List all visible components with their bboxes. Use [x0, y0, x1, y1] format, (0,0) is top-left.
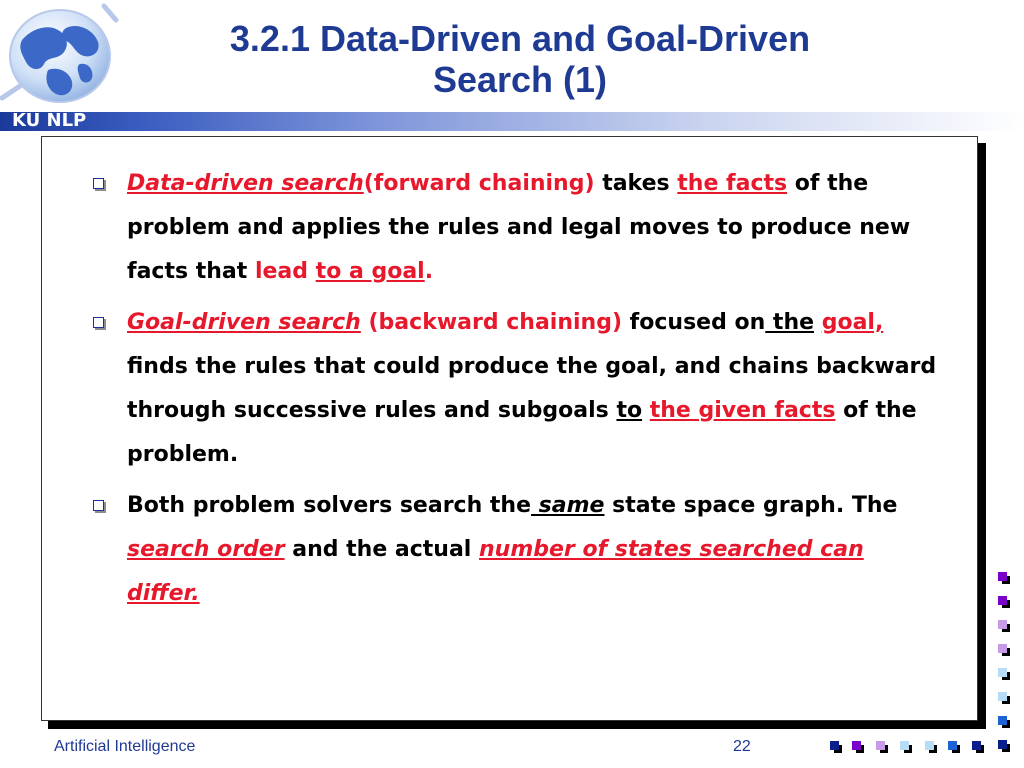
text-segment: takes: [594, 171, 678, 196]
slide-title-line-2: Search (1): [432, 59, 608, 100]
square-bullet-icon: [93, 500, 104, 511]
text-segment: lead: [254, 259, 308, 284]
decorative-square-icon: [998, 740, 1010, 752]
text-segment: of the problem and applies the rules and legal moves to produce new facts that: [127, 171, 911, 284]
footer-course-title: Artificial Intelligence: [54, 738, 196, 755]
decorative-square-icon: [852, 741, 864, 753]
text-segment: .: [424, 259, 434, 284]
text-segment: goal,: [821, 310, 884, 335]
bullet-item-goal-driven: [42, 301, 977, 477]
text-segment: Data-driven search: [127, 171, 364, 196]
text-segment: [642, 398, 650, 423]
text-segment: state space graph. The: [604, 493, 898, 518]
text-segment: Goal-driven search: [127, 310, 361, 335]
text-segment: finds the rules that could produce the goal, and chains backward through successive rules and subgoals: [127, 354, 937, 423]
decorative-square-icon: [998, 692, 1010, 704]
text-segment: (backward chaining): [368, 310, 623, 335]
decorative-square-icon: [998, 668, 1010, 680]
text-segment: to a goal: [315, 259, 425, 284]
slide-title: [150, 18, 890, 100]
bullet-text: [127, 162, 937, 294]
decorative-square-icon: [948, 741, 960, 753]
decorative-square-icon: [900, 741, 912, 753]
decorative-square-icon: [998, 596, 1010, 608]
decorative-square-icon: [998, 620, 1010, 632]
content-frame: [41, 136, 978, 721]
decorative-square-icon: [998, 716, 1010, 728]
text-segment: the given facts: [649, 398, 836, 423]
text-segment: the: [765, 310, 815, 335]
bullet-item-both-solvers: [42, 484, 977, 616]
decorative-square-icon: [972, 741, 984, 753]
text-segment: (forward chaining): [363, 171, 595, 196]
text-segment: focused on: [622, 310, 766, 335]
text-segment: to: [616, 398, 643, 423]
decorative-square-icon: [876, 741, 888, 753]
square-bullet-icon: [93, 178, 104, 189]
decorative-square-icon: [830, 741, 842, 753]
text-segment: [308, 259, 316, 284]
bullet-text: [127, 301, 937, 477]
text-segment: and the actual: [284, 537, 480, 562]
bullet-item-data-driven: [42, 162, 977, 294]
logo-label: KU NLP: [12, 110, 87, 131]
decorative-square-icon: [998, 572, 1010, 584]
page-number: 22: [733, 738, 751, 755]
text-segment: of the problem.: [127, 398, 917, 467]
text-segment: number of states searched can differ.: [127, 537, 864, 606]
text-segment: the facts: [677, 171, 788, 196]
header-bar: [0, 112, 1024, 131]
slide-title-line-1: 3.2.1 Data-Driven and Goal-Driven: [229, 18, 811, 59]
bullet-list: [42, 162, 977, 623]
text-segment: search order: [127, 537, 285, 562]
bullet-text: [127, 484, 937, 616]
square-bullet-icon: [93, 317, 104, 328]
text-segment: [361, 310, 369, 335]
text-segment: Both problem solvers search the: [127, 493, 532, 518]
decorative-square-icon: [925, 741, 937, 753]
text-segment: same: [531, 493, 605, 518]
text-segment: [814, 310, 822, 335]
decorative-square-icon: [998, 644, 1010, 656]
